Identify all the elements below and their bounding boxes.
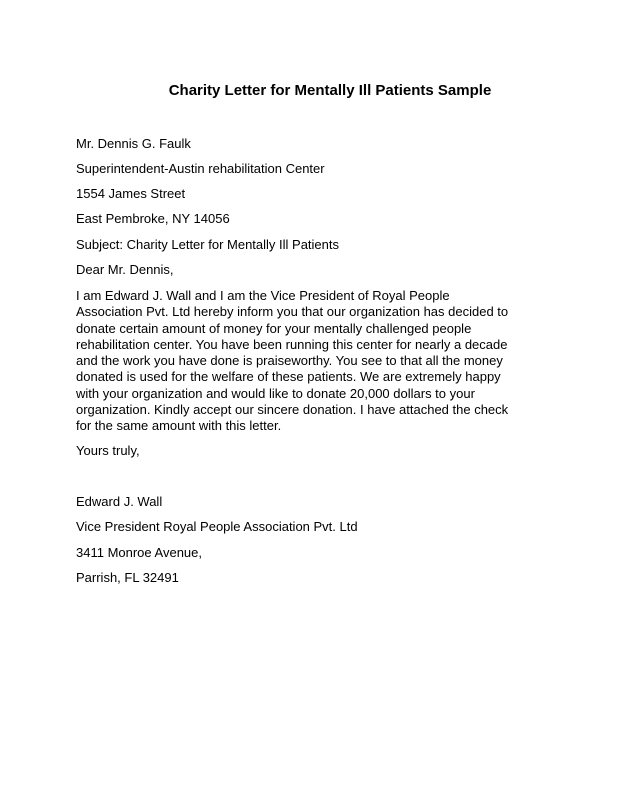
sender-city: Parrish, FL 32491	[76, 570, 179, 585]
salutation: Dear Mr. Dennis,	[76, 262, 174, 277]
body-line: rehabilitation center. You have been running this center for nearly a decade	[76, 336, 508, 352]
sender-street: 3411 Monroe Avenue,	[76, 545, 203, 560]
body-line: for the same amount with this letter.	[76, 418, 282, 434]
recipient-name: Mr. Dennis G. Faulk	[76, 136, 191, 151]
sender-position: Vice President Royal People Association Pvt. Ltd	[76, 519, 358, 534]
recipient-city: East Pembroke, NY 14056	[76, 211, 230, 226]
body-line: and the work you have done is praiseworthy. You see to that all the money	[76, 353, 503, 369]
recipient-position: Superintendent-Austin rehabilitation Center	[76, 161, 325, 176]
sender-name: Edward J. Wall	[76, 494, 163, 509]
body-line: Association Pvt. Ltd hereby inform you that our organization has decided to	[76, 304, 509, 320]
closing: Yours truly,	[76, 443, 140, 458]
letter-body	[76, 288, 576, 435]
body-line: donated is used for the welfare of these patients. We are extremely happy	[76, 369, 501, 385]
body-line: with your organization and would like to donate 20,000 dollars to your	[76, 385, 475, 401]
letter-title: Charity Letter for Mentally Ill Patients Sample	[168, 82, 492, 99]
body-line: donate certain amount of money for your mentally challenged people	[76, 320, 472, 336]
body-line: organization. Kindly accept our sincere donation. I have attached the check	[76, 402, 509, 418]
body-line: I am Edward J. Wall and I am the Vice President of Royal People	[76, 288, 450, 303]
subject-line: Subject: Charity Letter for Mentally Ill Patients	[76, 237, 340, 252]
recipient-street: 1554 James Street	[76, 186, 186, 201]
